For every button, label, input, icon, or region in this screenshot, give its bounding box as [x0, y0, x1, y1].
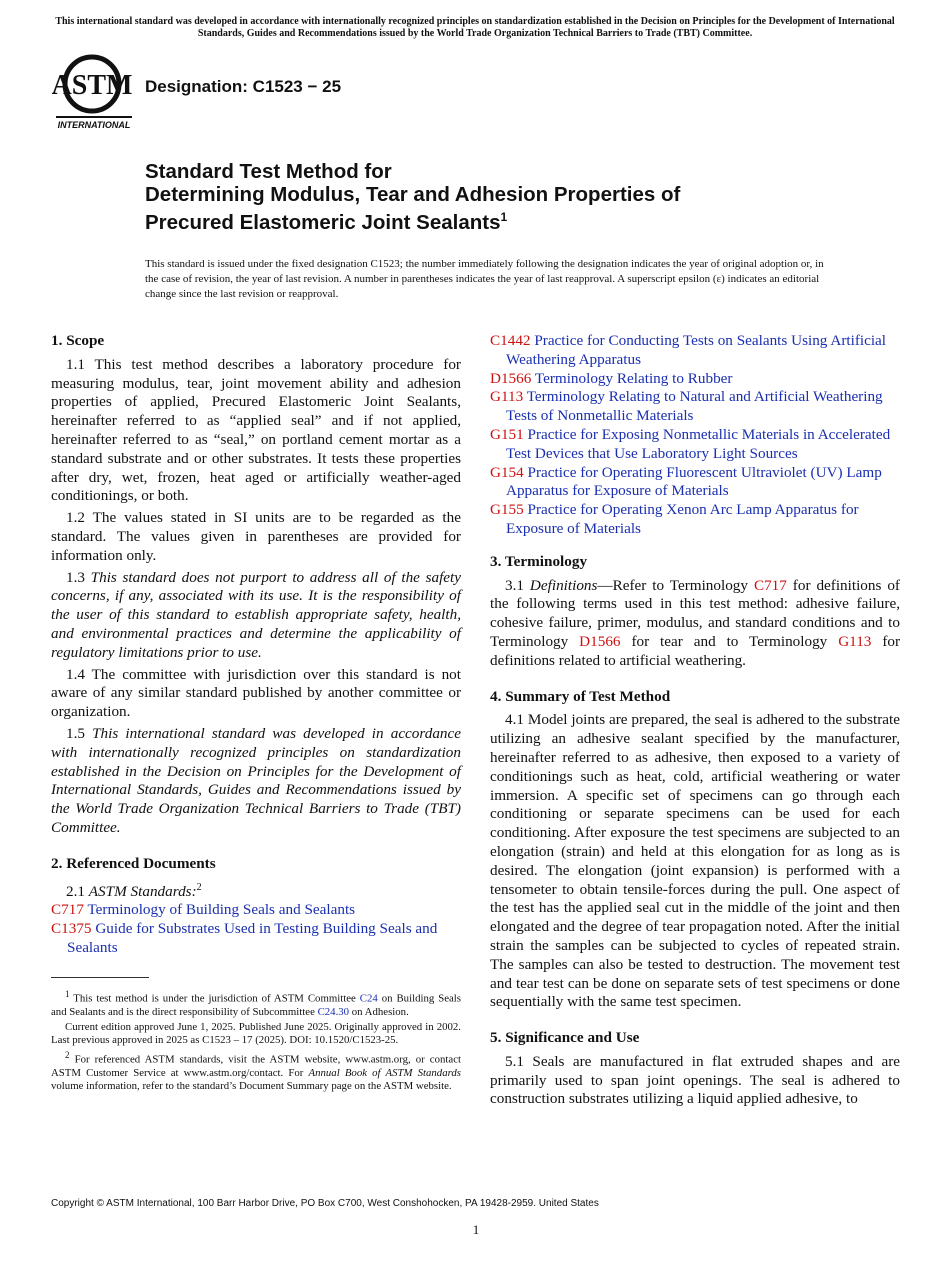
ref-item — [51, 920, 461, 958]
ref-title-link[interactable]: Terminology Relating to Natural and Artificial Weathering Tests of Nonmetallic Materials — [506, 388, 883, 425]
designation: Designation: C1523 − 25 — [145, 77, 342, 96]
ref-title-link[interactable]: Practice for Conducting Tests on Sealants Using Artificial Weathering Apparatus — [506, 332, 887, 368]
para-1-5-text: This international standard was developed in accordance with internationally recognized principles on standardization established in the Decision on Principles for the Development of International Standards, Guides and Recommendations issued by the World Trade Organization Technical Barriers to Trade (TBT) Committee. — [51, 724, 462, 836]
para-3-1-num: 3.1 — [505, 576, 524, 594]
footnote-1-text-c: on Adhesion. — [351, 1005, 409, 1018]
ref-code-link[interactable]: C717 — [51, 901, 84, 919]
header-notice: This international standard was developed in accordance with internationally recognized principles on standardization established in the Decision on Principles for the Development of International Standards, Guides and Recommendations issued by the World Trade Organization Technical Barriers to Trade (TBT) Committee. — [55, 16, 895, 39]
para-1-2: 1.2 The values stated in SI units are to be regarded as the standard. The values given in parentheses are provided for information only. — [51, 509, 461, 564]
ref-title-link[interactable]: Practice for Exposing Nonmetallic Materials in Accelerated Test Devices that Use Laboratory Light Sources — [506, 425, 891, 462]
para-1-3-num: 1.3 — [66, 568, 85, 586]
page-number: 1 — [472, 1222, 480, 1237]
ref-title-link[interactable]: Terminology Relating to Rubber — [534, 369, 733, 387]
ref-code-link[interactable]: D1566 — [490, 369, 532, 387]
para-2-1-num: 2.1 — [66, 882, 85, 900]
footnote-rule — [51, 977, 149, 978]
preamble: This standard is issued under the fixed designation C1523; the number immediately following the designation indicates the year of original adoption or, in the case of revision, the year of last revision. A number in parentheses indicates the year of last reapproval. A superscript epsilon (ε) indicates an editorial change since the last revision or reapproval. — [145, 258, 824, 300]
footnote-edition: Current edition approved June 1, 2025. Published June 2025. Originally approved in 2002. Last previous approved in 2025 as C1523 – 17 (2025). DOI: 10.1520/C1523-25. — [51, 1021, 461, 1047]
para-2-1-text: ASTM Standards: — [88, 882, 197, 900]
ref-code-link[interactable]: G151 — [490, 425, 524, 443]
para-3-1 — [490, 577, 900, 671]
ref-item — [490, 388, 900, 426]
ref-item — [490, 370, 900, 389]
para-1-3 — [51, 569, 461, 663]
ref-code-link[interactable]: G154 — [490, 463, 524, 481]
title-line-3: Precured Elastomeric Joint Sealants — [145, 210, 501, 234]
ref-title-link[interactable]: Practice for Operating Xenon Arc Lamp Apparatus for Exposure of Materials — [506, 501, 859, 537]
c717-link[interactable]: C717 — [753, 576, 787, 594]
para-1-1: 1.1 This test method describes a laboratory procedure for measuring modulus, tear, joint movement ability and adhesion properties of applied, Precured Elastomeric Joint Sealants, hereinafter referred to as “applied seal” and if not applied, hereinafter referred to as “seal,” on portland cement mortar as a standard substrate and or other substrates. It tests these properties after dry, wet, frozen, heat aged or artificially weather-aged conditionings, or both. — [51, 355, 461, 505]
para-3-1-text-a: —Refer to Terminology — [597, 576, 748, 594]
copyright: Copyright © ASTM International, 100 Barr Harbor Drive, PO Box C700, West Conshohocken, PA 19428-2959. United States — [51, 1198, 599, 1209]
ref-title-link[interactable]: Terminology of Building Seals and Sealants — [87, 901, 356, 919]
title-line-1: Standard Test Method for — [145, 160, 392, 183]
para-5-1: 5.1 Seals are manufactured in flat extruded shapes and are primarily used to span joint openings. The seal is adhered to construction substrates utilizing a liquid applied adhesive, to — [490, 1052, 900, 1108]
footnote-1-mark: 1 — [65, 989, 70, 999]
right-column — [490, 332, 900, 1112]
left-column — [51, 332, 461, 958]
para-3-1-text-d: for definitions related to artificial weathering. — [490, 632, 901, 669]
para-4-1: 4.1 Model joints are prepared, the seal is adhered to the substrate utilizing an adhesive sealant specified by the manufacturer, hereinafter referred to as adhesive, then exposed to a variety of conditionings such as heat, cold, artificial weathering or water immersion. A specific set of specimens can go through each conditioning or separate specimens can be used for each conditioning. After exposure the test specimens are subjected to an elongation (strain) and held at this elongation for as long as is desired. The elongation (joint expansion) is performed with a tensometer to obtain tensile-forces during the pull. One aspect of the test has the applied seal cut in the middle of the joint and then elongated and the degree of tear propagation noted. After the initial strain the samples can be subjected to cycles of repeated strain. The samples can also be tested to destruction. The movement test and tear test can be done on separate sets of test specimens or done sequentially with the same test specimen. — [490, 711, 900, 1011]
subcommittee-link[interactable]: C24.30 — [317, 1005, 350, 1018]
footnote-2-text-b: volume information, refer to the standard’s Document Summary page on the ASTM website. — [51, 1080, 452, 1093]
referenced-heading: 2. Referenced Documents — [51, 854, 216, 872]
terminology-heading: 3. Terminology — [490, 552, 588, 570]
para-2-1 — [51, 879, 461, 902]
significance-heading: 5. Significance and Use — [490, 1029, 640, 1047]
para-3-1-text-b: for definitions of the following terms used in this test method: adhesive failure, cohesive failure, primer, modulus, and standard conditions and to Terminology — [490, 576, 900, 650]
ref-item — [490, 332, 900, 370]
committee-link[interactable]: C24 — [359, 992, 378, 1005]
logo-text: INTERNATIONAL — [57, 120, 131, 130]
title-footnote-mark: 1 — [500, 210, 508, 224]
footnote-2-text-a: For referenced ASTM standards, visit the ASTM website, www.astm.org, or contact ASTM Customer Service at www.astm.org/contact. For — [51, 1054, 461, 1080]
ref-title-link[interactable]: Guide for Substrates Used in Testing Building Seals and Sealants — [67, 920, 438, 956]
ref-item — [490, 426, 900, 464]
para-1-5-num: 1.5 — [66, 724, 85, 742]
para-1-5 — [51, 725, 461, 838]
footnote-2 — [51, 1049, 461, 1093]
g113-link[interactable]: G113 — [838, 632, 872, 650]
d1566-link[interactable]: D1566 — [579, 632, 621, 650]
ref-item — [490, 501, 900, 539]
footnote-1-text-a: This test method is under the jurisdiction of ASTM Committee — [73, 992, 356, 1005]
footnotes — [51, 988, 461, 1096]
ref-code-link[interactable]: G155 — [490, 501, 524, 519]
footnote-1 — [51, 988, 461, 1019]
title-line-2: Determining Modulus, Tear and Adhesion Properties of — [145, 183, 681, 206]
ref-item — [51, 901, 461, 920]
para-1-3-text: This standard does not purport to address all of the safety concerns, if any, associated with its use. It is the responsibility of the user of this standard to establish appropriate safety, health, and environmental practices and determine the applicability of regulatory limitations prior to use. — [51, 568, 462, 661]
ref-code-link[interactable]: C1375 — [51, 920, 92, 938]
ref-code-link[interactable]: G113 — [490, 388, 524, 406]
definitions-label: Definitions — [529, 576, 598, 594]
footnote-2-book: Annual Book of ASTM Standards — [308, 1067, 461, 1080]
scope-heading: 1. Scope — [51, 332, 105, 349]
ref-item — [490, 464, 900, 502]
ref-title-link[interactable]: Practice for Operating Fluorescent Ultraviolet (UV) Lamp Apparatus for Exposure of Materials — [506, 463, 882, 500]
document-title — [145, 160, 845, 234]
astm-logo — [52, 54, 136, 132]
logo-mark: ASTM — [52, 70, 133, 101]
para-2-1-sup: 2 — [196, 881, 202, 893]
para-3-1-text-c: for tear and to Terminology — [631, 632, 828, 650]
summary-heading: 4. Summary of Test Method — [490, 687, 671, 705]
ref-code-link[interactable]: C1442 — [490, 332, 531, 349]
footnote-2-mark: 2 — [65, 1050, 70, 1061]
para-1-4: 1.4 The committee with jurisdiction over this standard is not aware of any similar standard published by another committee or organization. — [51, 665, 461, 721]
footnote-1-text-b: on Building Seals and Sealants and is the direct responsibility of Subcommittee — [51, 992, 461, 1018]
